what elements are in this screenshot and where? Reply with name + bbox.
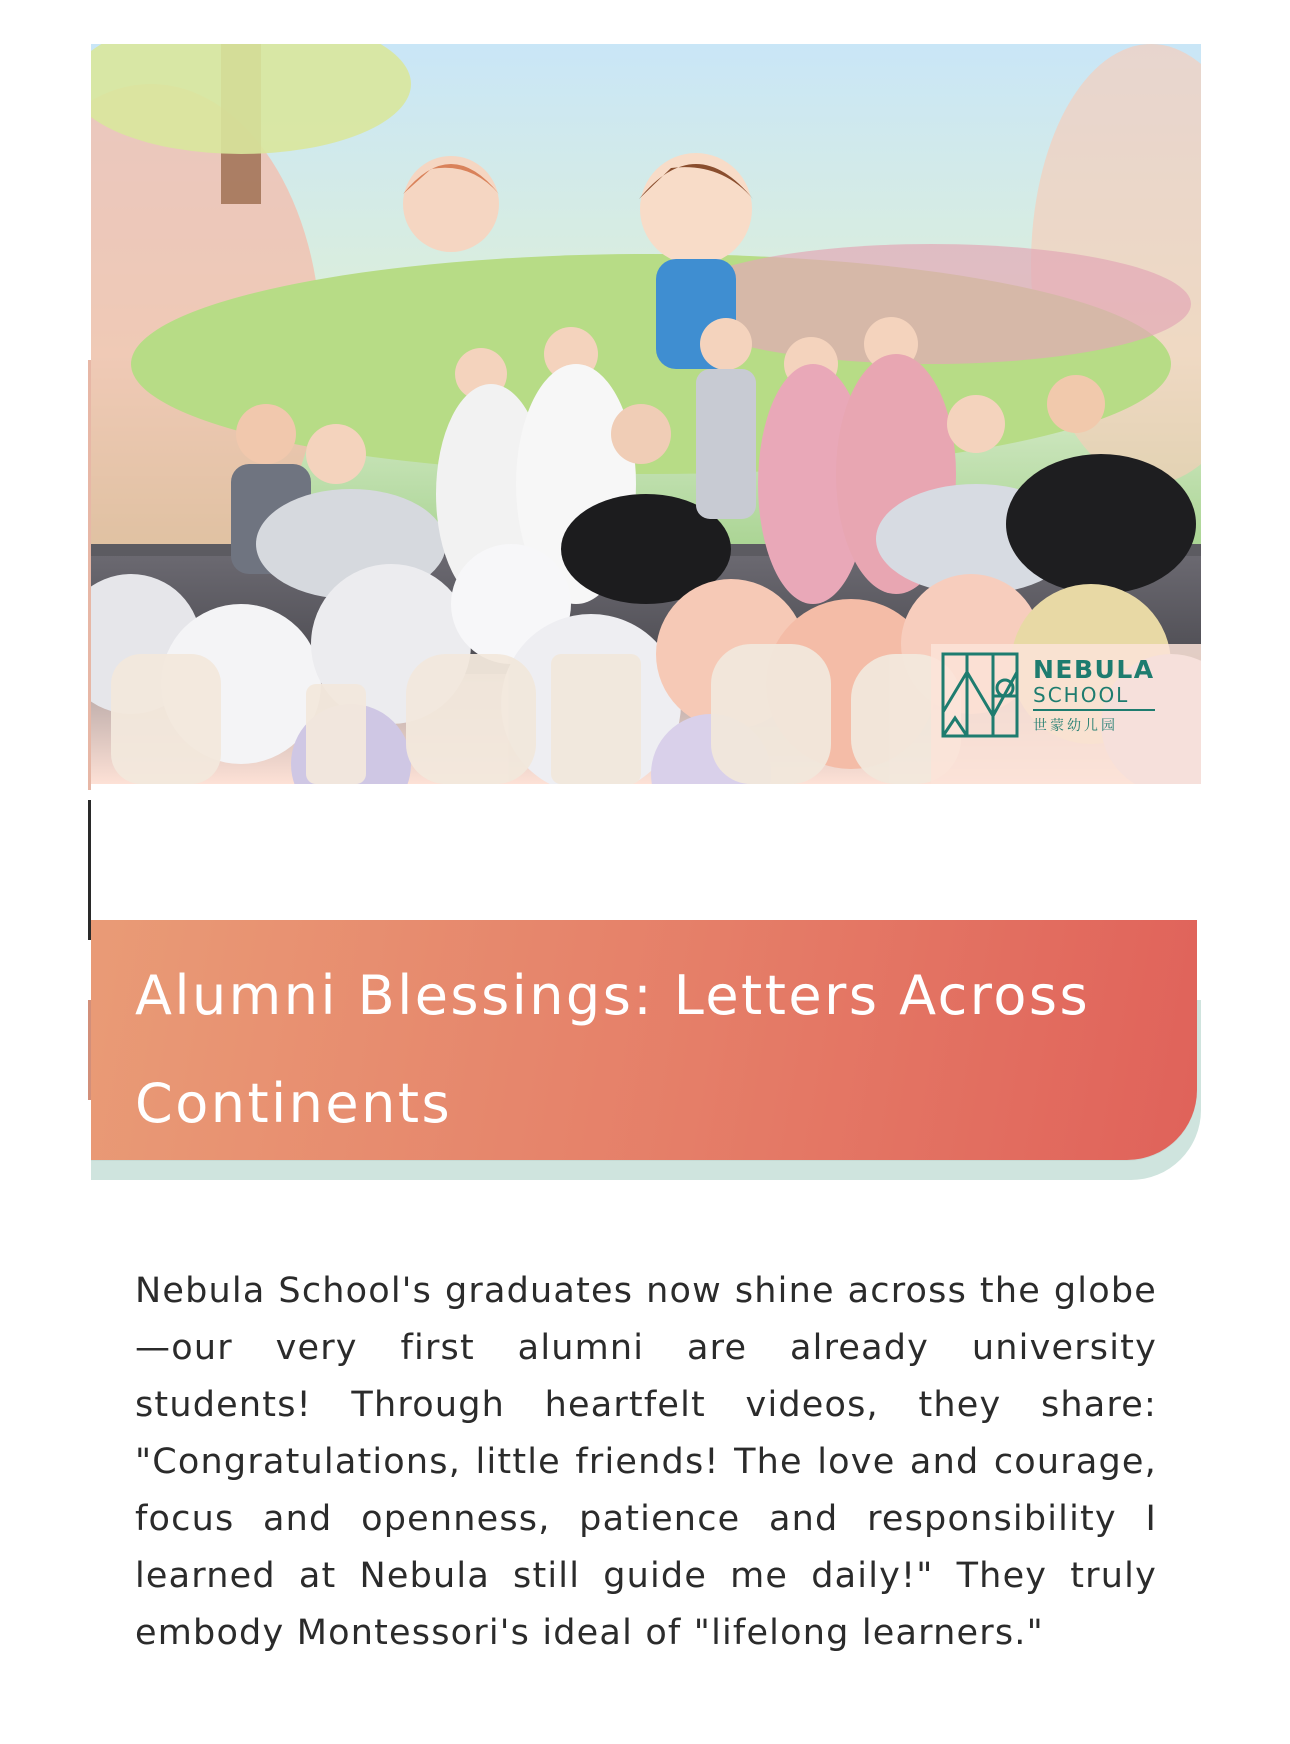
nebula-logo-icon [941,652,1019,738]
edge-artifact [88,800,91,940]
logo-school: SCHOOL [1033,685,1155,711]
nebula-school-logo [941,652,1155,738]
section-title: Alumni Blessings: Letters Across Continents [135,964,1091,1135]
section-title-banner [91,920,1197,1160]
graduation-photo [91,44,1201,784]
logo-chinese-name: 世蒙幼儿园 [1033,718,1118,734]
article-paragraph: Nebula School's graduates now shine across the globe—our very first alumni are already university students! Through heartfelt videos, they share: "Congratulations, little friends! The love and courage, focus and openness, patience and responsibility I learned at Nebula still guide me daily!" They truly embody Montessori's ideal of "lifelong learners." [135,1271,1157,1653]
logo-name: NEBULA [1033,655,1155,684]
